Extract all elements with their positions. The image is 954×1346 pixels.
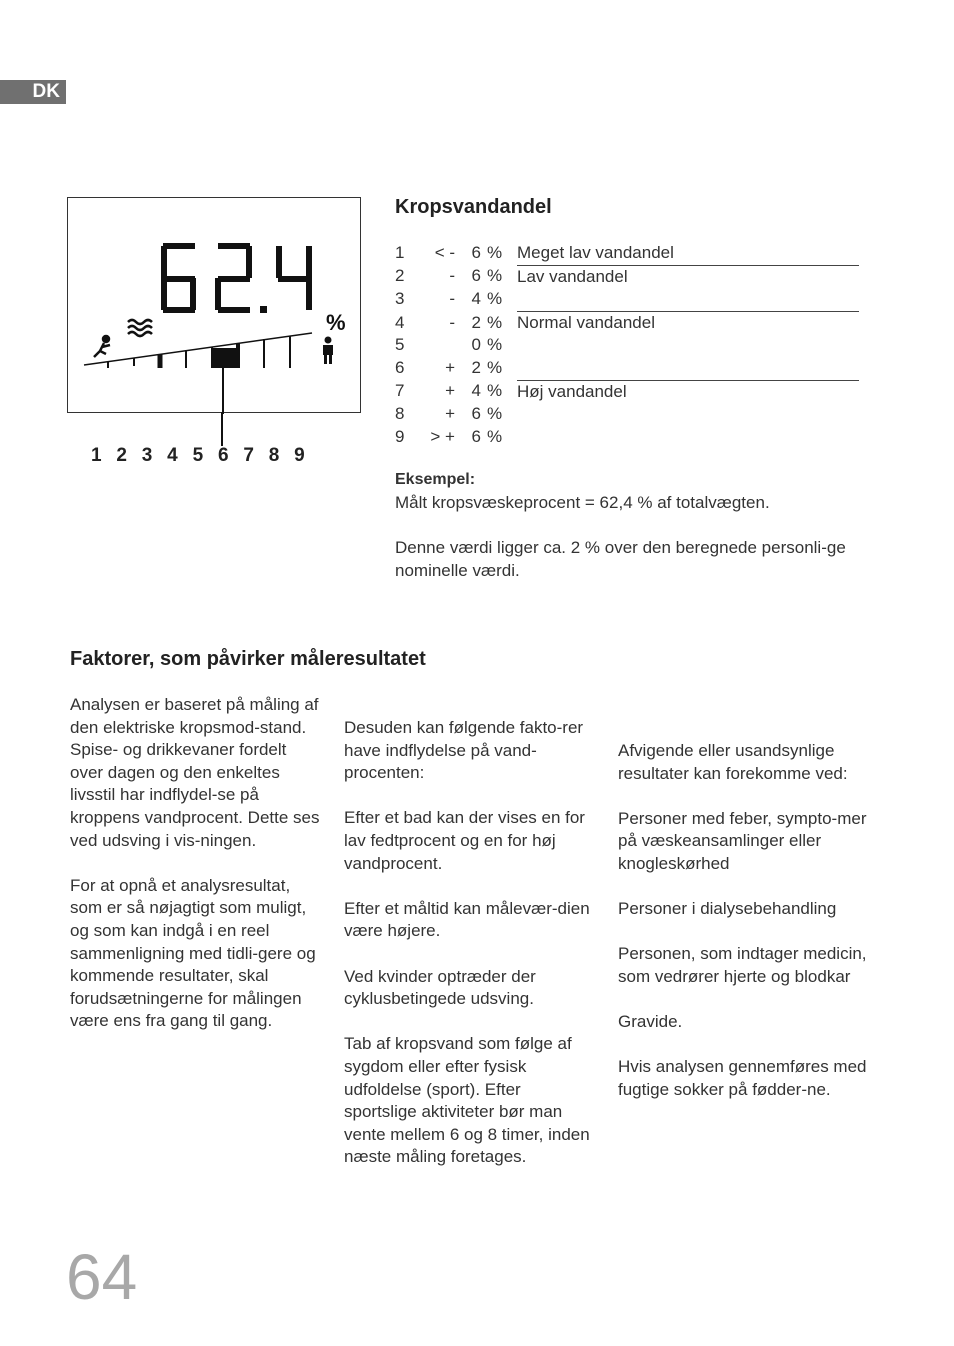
text-column-1 — [70, 694, 320, 1056]
row-value: 0 — [471, 335, 481, 355]
indicator-line-extension — [221, 412, 225, 446]
scale-number: 8 — [268, 445, 280, 466]
paragraph: Personen, som indtager medicin, som vedrører hjerte og blodkar — [618, 944, 867, 986]
table-row — [395, 380, 859, 403]
scale-number: 3 — [141, 445, 153, 466]
paragraph: For at opnå et analysresultat, som er så nøjagtigt som muligt, og som kan indgå i en reel sammenligning med tidli-gere og kommende resultater, skal forudsætningerne for målingen være ens fra gang til gang. — [70, 875, 316, 1031]
page-number: 64 — [66, 1241, 138, 1313]
digit-2-segment — [218, 276, 250, 282]
row-description — [517, 426, 859, 449]
row-number: 2 — [395, 266, 405, 286]
section-title-faktorer: Faktorer, som påvirker måleresultatet — [70, 648, 426, 670]
example-line: Målt kropsvæskeprocent = 62,4 % af totalvægten. — [395, 493, 770, 512]
scale-number: 7 — [243, 445, 254, 466]
percent-unit: % — [326, 310, 346, 335]
digit-4-segment — [278, 276, 310, 282]
paragraph: Efter et bad kan der vises en for lav fedtprocent og en for høj vandprocent. — [344, 808, 585, 873]
table-row — [395, 357, 859, 380]
row-sign: - — [449, 312, 455, 332]
scale-display — [67, 197, 361, 413]
row-number: 5 — [395, 335, 405, 355]
water-level-table — [395, 242, 859, 448]
paragraph: Afvigende eller usandsynlige resultater kan forekomme ved: — [618, 741, 848, 783]
example-label: Eksempel: — [395, 471, 476, 488]
row-unit: % — [487, 312, 503, 332]
row-description — [517, 357, 859, 380]
row-value: 2 — [471, 312, 481, 332]
scale-number: 5 — [192, 445, 204, 466]
row-value: 6 — [471, 404, 481, 424]
lcd-display-graphic — [68, 198, 362, 414]
row-value: 4 — [471, 381, 481, 401]
row-unit: % — [487, 358, 503, 378]
paragraph: Ved kvinder optræder der cyklusbetingede udsving. — [344, 966, 536, 1009]
row-sign: + — [445, 358, 455, 378]
table-row — [395, 426, 859, 449]
text-column-3 — [618, 740, 868, 1124]
scale-number: 4 — [167, 445, 178, 466]
example-block — [395, 468, 865, 582]
row-value: 2 — [471, 358, 481, 378]
scale-baseline — [84, 333, 312, 365]
decimal-point — [260, 306, 267, 313]
row-unit: % — [487, 381, 503, 401]
paragraph: Personer i dialysebehandling — [618, 899, 837, 919]
row-unit: % — [487, 426, 503, 446]
paragraph: Efter et måltid kan målevær-dien være højere. — [344, 898, 590, 941]
lcd-digits — [161, 243, 312, 313]
row-sign: + — [445, 381, 455, 401]
row-unit: % — [487, 335, 503, 355]
digit-6-segment — [190, 278, 196, 310]
person-icon — [323, 337, 333, 365]
digit-4-segment — [276, 246, 282, 278]
paragraph: Analysen er baseret på måling af den elektriske kropsmod-stand. Spise- og drikkevaner fordelt over dagen og den enkeltes livsstil har indflydel-se på kroppens vandprocent. Dette ses ved udsving i vis-ningen. — [70, 695, 320, 850]
water-waves-icon — [128, 320, 152, 336]
row-description: Normal vandandel — [517, 311, 859, 334]
row-description: Meget lav vandandel — [517, 243, 674, 262]
digit-6-segment — [163, 243, 195, 249]
row-value: 6 — [471, 266, 481, 286]
table-row — [395, 265, 859, 288]
table-row — [395, 311, 859, 334]
scale-numbers — [91, 445, 320, 467]
row-description: Lav vandandel — [517, 265, 859, 288]
row-number: 4 — [395, 312, 405, 332]
row-number: 9 — [395, 426, 405, 446]
row-sign — [425, 334, 461, 357]
row-number: 8 — [395, 404, 405, 424]
row-value: 6 — [471, 243, 481, 263]
digit-4-segment — [306, 246, 312, 310]
scale-bars — [108, 336, 290, 368]
text-column-2 — [344, 717, 594, 1191]
row-unit: % — [487, 404, 503, 424]
example-note: Denne værdi ligger ca. 2 % over den beregnede personli-ge nominelle værdi. — [395, 538, 846, 580]
row-sign: > + — [430, 426, 455, 446]
row-description — [517, 288, 859, 311]
scale-number: 2 — [116, 445, 127, 466]
row-unit: % — [487, 243, 503, 263]
table-row — [395, 288, 859, 311]
paragraph: Personer med feber, sympto-mer på væskeansamlinger eller knogleskørhed — [618, 808, 867, 873]
row-description — [517, 403, 859, 426]
row-value: 6 — [471, 426, 481, 446]
row-unit: % — [487, 266, 503, 286]
row-unit: % — [487, 289, 503, 309]
row-number: 7 — [395, 381, 405, 401]
row-number: 3 — [395, 289, 405, 309]
digit-2-segment — [215, 278, 221, 310]
table-row — [395, 242, 859, 265]
row-sign: < - — [434, 243, 455, 263]
paragraph: Hvis analysen gennemføres med fugtige sokker på fødder-ne. — [618, 1057, 867, 1099]
scale-number: 6 — [217, 445, 229, 466]
table-row — [395, 403, 859, 426]
paragraph: Tab af kropsvand som følge af sygdom eller efter fysisk udfoldelse (sport). Efter sportslige aktiviteter bør man vente mellem 6 og 8 timer, inden næste måling foretages. — [344, 1034, 590, 1167]
scale-number: 9 — [294, 445, 305, 466]
row-number: 6 — [395, 358, 405, 378]
paragraph: Gravide. — [618, 1012, 683, 1032]
table-row — [395, 334, 859, 357]
row-sign: - — [449, 266, 455, 286]
digit-2-segment — [218, 307, 250, 313]
row-sign: + — [445, 404, 455, 424]
language-tab: DK — [0, 80, 66, 104]
row-description: Høj vandandel — [517, 380, 859, 403]
row-number: 1 — [395, 243, 405, 263]
scale-number: 1 — [91, 445, 102, 466]
paragraph: Desuden kan følgende fakto-rer have indflydelse på vand-procenten: — [344, 718, 584, 783]
digit-2-segment — [218, 243, 250, 249]
athlete-icon — [94, 336, 110, 357]
section-title-kropsvandandel: Kropsvandandel — [395, 196, 552, 218]
scale-bar-6-selected — [212, 348, 238, 368]
row-sign: - — [449, 289, 455, 309]
row-description — [517, 334, 859, 357]
digit-6-segment — [163, 307, 195, 313]
digit-2-segment — [246, 246, 252, 278]
row-value: 4 — [471, 289, 481, 309]
